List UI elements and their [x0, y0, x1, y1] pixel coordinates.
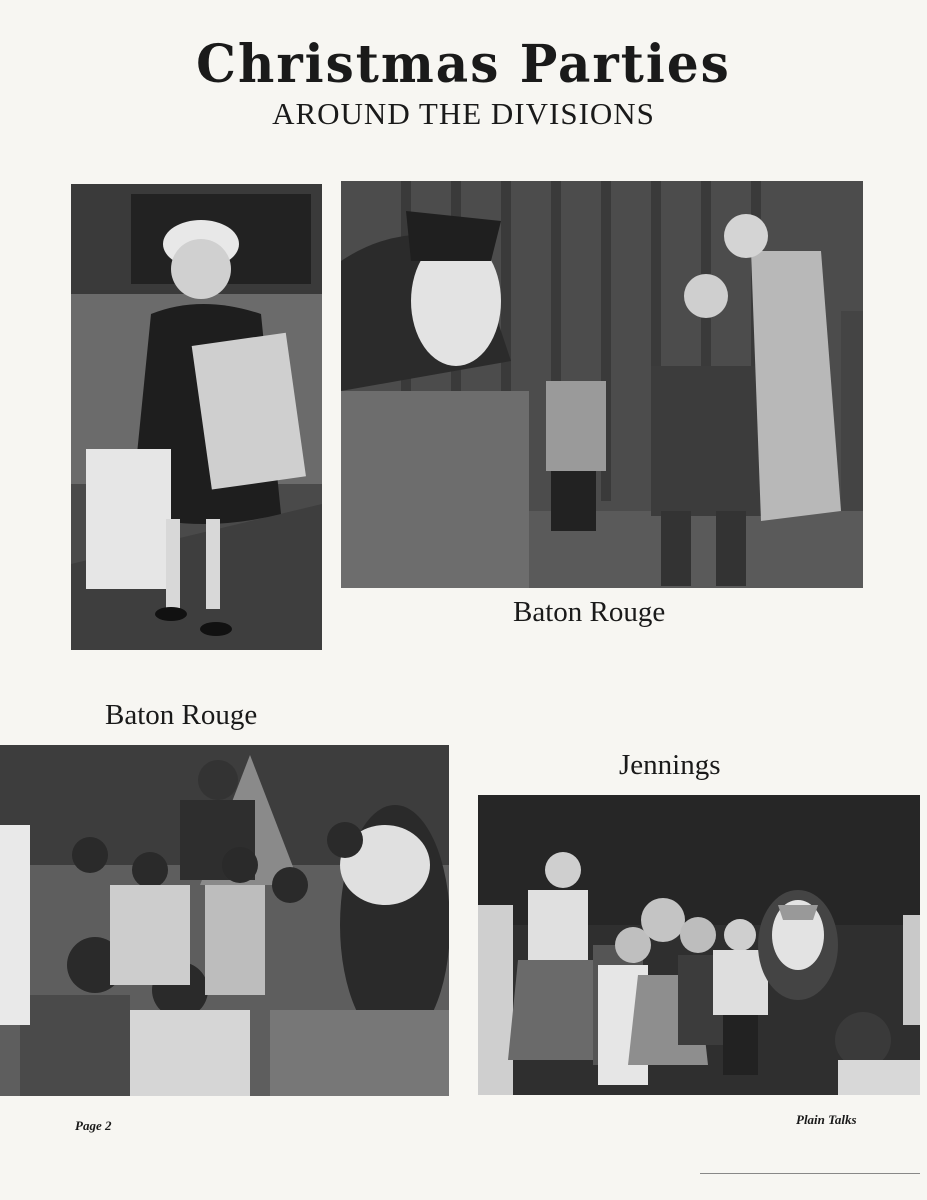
page-subtitle: AROUND THE DIVISIONS [272, 96, 655, 131]
caption-baton-rouge-bottom: Baton Rouge [105, 699, 258, 731]
caption-baton-rouge-top: Baton Rouge [513, 596, 666, 628]
publication-name: Plain Talks [796, 1112, 857, 1127]
photo-children-with-santa [0, 745, 449, 1096]
photo-santa-with-boys [341, 181, 863, 588]
footer-rule [700, 1173, 920, 1174]
photo-girl-with-gift [71, 184, 322, 650]
page-number: Page 2 [75, 1118, 112, 1133]
page-title: Christmas Parties [196, 32, 731, 95]
photo-jennings-party [478, 795, 920, 1095]
caption-jennings: Jennings [619, 749, 721, 781]
